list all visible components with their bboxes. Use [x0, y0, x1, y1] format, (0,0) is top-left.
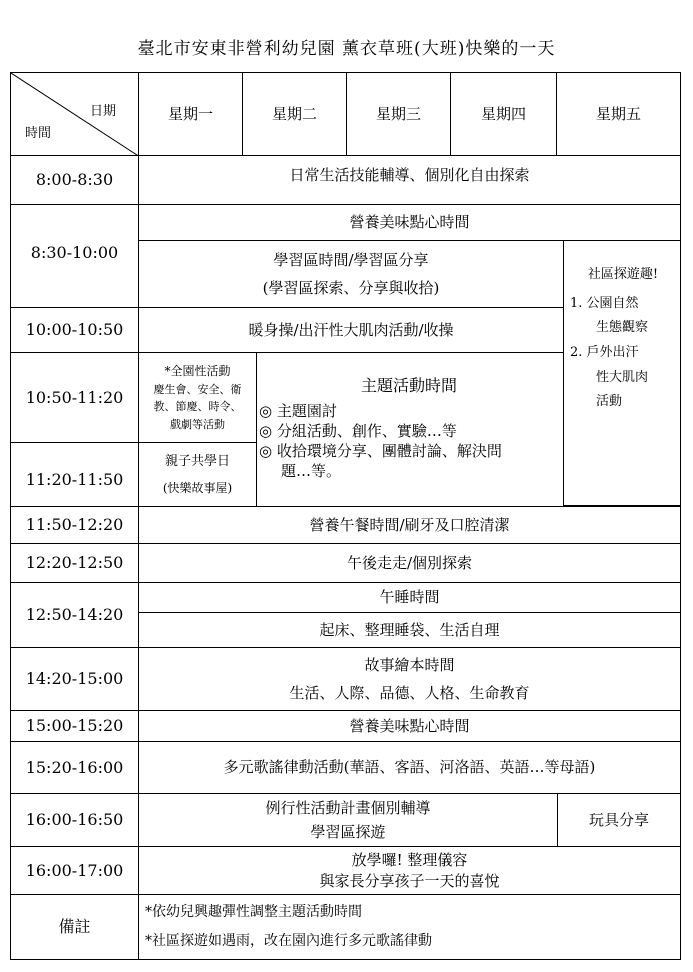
activity-warmup: 暖身操/出汗性大肌肉活動/收操 [138, 307, 564, 353]
topic-item: ◎ 分組活動、創作、實驗…等 [259, 421, 457, 440]
remarks-content [138, 894, 681, 960]
topic-item-cont: 題…等。 [281, 462, 342, 481]
topic-title: 主題活動時間 [360, 376, 457, 395]
activity-tutoring [138, 793, 558, 847]
topic-item: ◎ 收拾環境分享、團體討論、解決問 [259, 442, 502, 461]
activity-dismissal [138, 846, 681, 895]
community-item-2-cont2: 活動 [596, 394, 623, 410]
activity-songs: 多元歌謠律動活動(華語、客語、河洛語、英語…等母語) [138, 741, 681, 794]
header-day-thursday: 星期四 [450, 72, 557, 156]
header-date-label: 日期 [89, 104, 116, 119]
activity-picturebook [138, 647, 681, 711]
community-title: 社區探遊趣! [587, 267, 659, 282]
parent-day-subtitle: (快樂故事屋) [162, 481, 233, 496]
community-item-1: 1. 公園自然 [570, 295, 639, 311]
header-corner-cell [10, 72, 139, 156]
picturebook-title: 故事繪本時間 [364, 655, 455, 674]
header-day-friday: 星期五 [556, 72, 681, 156]
community-item-2-cont: 性大肌肉 [596, 369, 649, 385]
header-time-label: 時間 [25, 126, 52, 141]
activity-parent-day [138, 442, 257, 507]
activity-snack-pm: 營養美味點心時間 [138, 710, 681, 742]
learning-area-line-2: (學習區探索、分享與收拾) [262, 279, 440, 297]
time-cell: 16:00-16:50 [10, 793, 139, 847]
community-item-2: 2. 戶外出汗 [570, 345, 639, 361]
header-day-wednesday: 星期三 [346, 72, 451, 156]
activity-walk: 午後走走/個別探索 [138, 543, 681, 583]
activity-snack-am: 營養美味點心時間 [138, 204, 681, 241]
life-education: 生活、人際、品德、人格、生命教育 [289, 684, 530, 702]
activity-community-explore [563, 240, 681, 506]
activity-daily-skills: 日常生活技能輔導、個別化自由探索 [138, 155, 681, 205]
time-cell: 16:00-17:00 [10, 846, 139, 895]
topic-item: ◎ 主題園討 [259, 401, 337, 420]
time-cell: 8:00-8:30 [10, 155, 139, 205]
tutoring-line-1: 例行性活動計畫個別輔導 [265, 798, 431, 817]
school-events-title: *全園性活動 [164, 363, 231, 378]
community-item-1-cont: 生態觀察 [596, 320, 649, 336]
school-events-line: 慶生會、安全、衛 [153, 382, 242, 396]
time-cell: 14:20-15:00 [10, 647, 139, 711]
time-cell: 11:50-12:20 [10, 506, 139, 544]
page-title: 臺北市安東非營利幼兒園 薰衣草班(大班)快樂的一天 [137, 39, 556, 59]
header-day-tuesday: 星期二 [242, 72, 347, 156]
header-day-monday: 星期一 [138, 72, 243, 156]
activity-school-events [138, 352, 257, 443]
remark-item: *依幼兒興趣彈性調整主題活動時間 [145, 904, 362, 920]
time-cell: 10:50-11:20 [10, 352, 139, 443]
activity-lunch: 營養午餐時間/刷牙及口腔清潔 [138, 506, 681, 544]
time-cell: 10:00-10:50 [10, 307, 139, 353]
parent-day-title: 親子共學日 [164, 453, 230, 469]
learning-area-line-1: 學習區時間/學習區分享 [273, 250, 429, 269]
activity-wakeup: 起床、整理睡袋、生活自理 [138, 612, 681, 648]
school-events-line: 戲劇等活動 [170, 417, 225, 431]
activity-learning-area [138, 240, 564, 308]
remark-item: *社區探遊如遇雨，改在園內進行多元歌謠律動 [145, 932, 432, 949]
time-cell: 15:20-16:00 [10, 741, 139, 794]
school-events-line: 教、節慶、時令、 [153, 400, 242, 414]
activity-nap: 午睡時間 [138, 582, 681, 613]
time-cell: 15:00-15:20 [10, 710, 139, 742]
activity-toy-share: 玩具分享 [557, 793, 681, 847]
time-cell: 11:20-11:50 [10, 442, 139, 507]
dismissal-line-2: 與家長分享孩子一天的喜悅 [319, 871, 500, 890]
remarks-label: 備註 [10, 894, 139, 960]
diagonal-line [11, 73, 140, 157]
time-cell: 12:20-12:50 [10, 543, 139, 583]
time-cell: 8:30-10:00 [10, 204, 139, 308]
dismissal-line-1: 放學囉! 整理儀容 [351, 851, 468, 870]
activity-topic-time [256, 352, 564, 507]
time-cell: 12:50-14:20 [10, 582, 139, 648]
tutoring-line-2: 學習區探遊 [310, 823, 386, 841]
